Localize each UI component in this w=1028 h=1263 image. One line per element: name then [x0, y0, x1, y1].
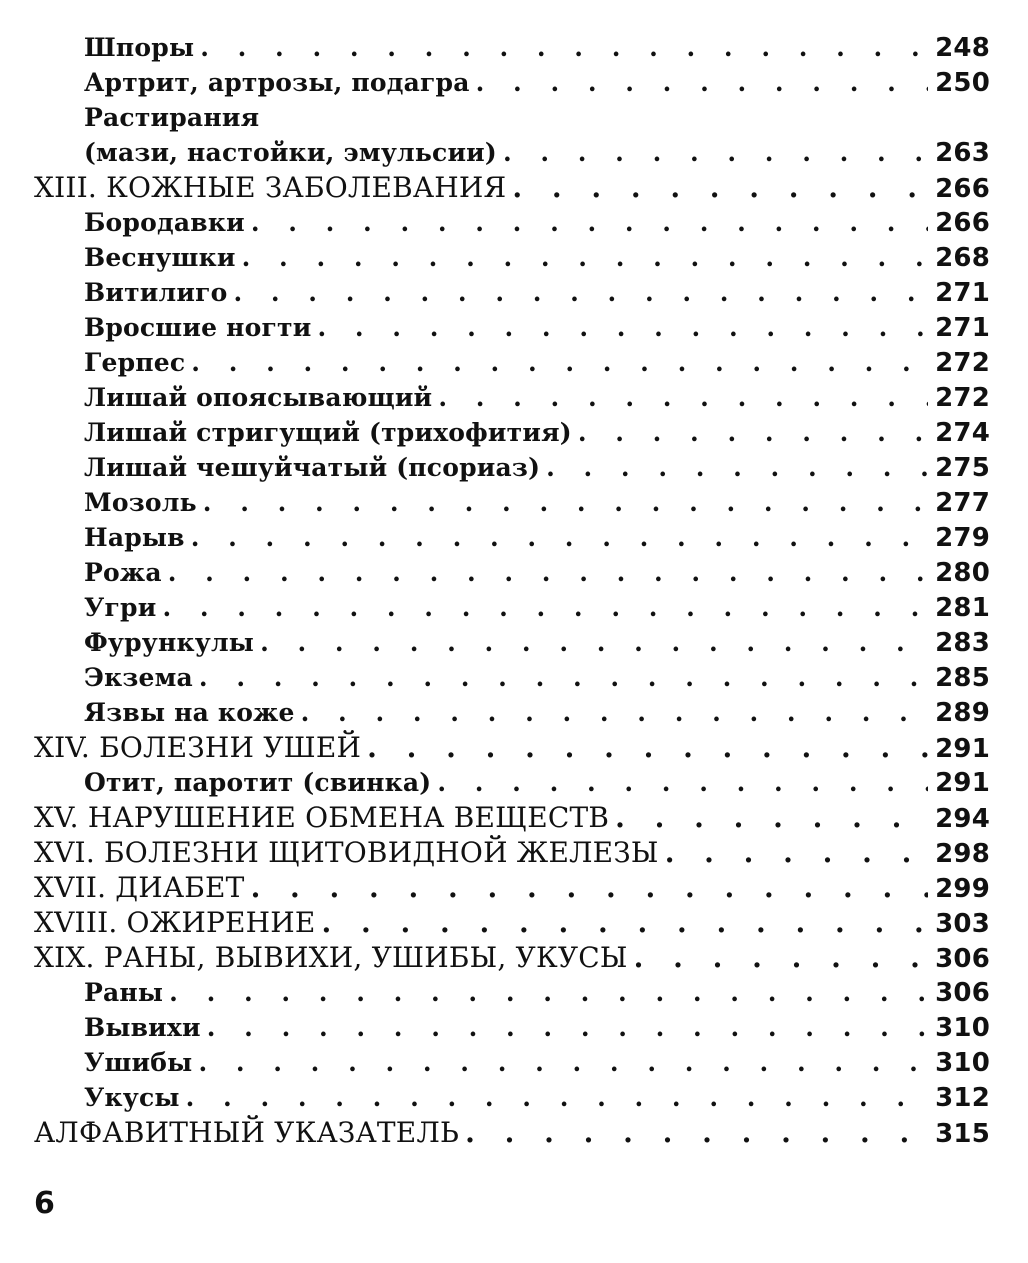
toc-section[interactable] [34, 905, 990, 940]
toc-entry[interactable] [34, 65, 990, 100]
toc-section[interactable] [34, 1115, 990, 1150]
toc-entry-title: Шпоры [84, 33, 195, 62]
toc-entry[interactable] [34, 975, 990, 1010]
dot-leader [322, 905, 928, 940]
toc-entry-page: 291 [935, 734, 990, 764]
toc-entry[interactable] [34, 555, 990, 590]
toc-entry-page: 315 [935, 1119, 990, 1149]
dot-leader [578, 415, 928, 450]
dot-leader [199, 660, 928, 695]
toc-entry-page: 289 [935, 698, 990, 728]
toc-entry[interactable] [34, 1010, 990, 1045]
dot-leader [168, 555, 928, 590]
toc-entry-page: 294 [935, 804, 990, 834]
dot-leader [207, 1010, 928, 1045]
toc-entry-page: 310 [935, 1013, 990, 1043]
dot-leader [242, 240, 928, 275]
dot-leader [200, 30, 928, 65]
toc-entry-title: Раны [84, 978, 164, 1007]
toc-entry-page: 277 [935, 488, 990, 518]
toc-entry-page: 285 [935, 663, 990, 693]
toc-entry-title: Язвы на коже [84, 698, 295, 727]
dot-leader [191, 345, 928, 380]
dot-leader [186, 1080, 928, 1115]
toc-entry[interactable] [34, 695, 990, 730]
toc-entry-page: 271 [935, 278, 990, 308]
toc-entry-title: Артрит, артрозы, подагра [84, 68, 470, 97]
toc-entry[interactable] [34, 380, 990, 415]
table-of-contents [34, 30, 990, 1150]
dot-leader [367, 730, 928, 765]
toc-entry[interactable] [34, 415, 990, 450]
toc-section[interactable] [34, 170, 990, 205]
toc-entry-title: Мозоль [84, 488, 197, 517]
toc-entry-title: Вывихи [84, 1013, 201, 1042]
dot-leader [251, 870, 928, 905]
toc-entry-title: Фурункулы [84, 628, 255, 657]
toc-entry-title: Герпес [84, 348, 186, 377]
toc-entry-title: Растирания [84, 103, 260, 132]
toc-entry-page: 279 [935, 523, 990, 553]
toc-entry-page: 248 [935, 33, 990, 63]
toc-entry[interactable] [34, 625, 990, 660]
dot-leader [615, 800, 928, 835]
toc-entry-page: 263 [935, 138, 990, 168]
toc-section-title: XVII. ДИАБЕТ [34, 871, 245, 904]
toc-entry-title: Угри [84, 593, 157, 622]
toc-entry-page: 299 [935, 874, 990, 904]
toc-entry[interactable] [34, 30, 990, 65]
toc-entry[interactable] [34, 450, 990, 485]
toc-section-title: АЛФАВИТНЫЙ УКАЗАТЕЛЬ [34, 1116, 460, 1149]
toc-section-title: XIV. БОЛЕЗНИ УШЕЙ [34, 731, 362, 764]
toc-section-title: XVIII. ОЖИРЕНИЕ [34, 906, 316, 939]
toc-entry[interactable] [34, 485, 990, 520]
toc-entry-title: Лишай опоясывающий [84, 383, 433, 412]
toc-entry-page: 298 [935, 839, 990, 869]
toc-entry[interactable] [34, 765, 990, 800]
dot-leader [233, 275, 928, 310]
toc-entry-page: 272 [935, 348, 990, 378]
toc-entry-title: Вросшие ногти [84, 313, 312, 342]
dot-leader [317, 310, 928, 345]
dot-leader [512, 170, 928, 205]
toc-entry-page: 283 [935, 628, 990, 658]
toc-entry[interactable] [34, 590, 990, 625]
toc-entry-page: 291 [935, 768, 990, 798]
dot-leader [251, 205, 928, 240]
toc-entry-page: 271 [935, 313, 990, 343]
toc-entry[interactable] [34, 1080, 990, 1115]
toc-entry-title: Веснушки [84, 243, 236, 272]
dot-leader [438, 380, 928, 415]
page-number: 6 [34, 1186, 55, 1221]
dot-leader [260, 625, 928, 660]
dot-leader [198, 1045, 928, 1080]
toc-entry-continued[interactable] [34, 100, 990, 135]
toc-section[interactable] [34, 870, 990, 905]
toc-section-title: XIII. КОЖНЫЕ ЗАБОЛЕВАНИЯ [34, 171, 507, 204]
toc-entry-title: Экзема [84, 663, 193, 692]
toc-section-title: XIX. РАНЫ, ВЫВИХИ, УШИБЫ, УКУСЫ [34, 941, 628, 974]
toc-entry-page: 281 [935, 593, 990, 623]
toc-entry[interactable] [34, 240, 990, 275]
toc-entry-title: Нарыв [84, 523, 185, 552]
toc-section-title: XV. НАРУШЕНИЕ ОБМЕНА ВЕЩЕСТВ [34, 801, 610, 834]
toc-entry-title: Витилиго [84, 278, 228, 307]
toc-entry-page: 275 [935, 453, 990, 483]
toc-entry[interactable] [34, 275, 990, 310]
dot-leader [546, 450, 928, 485]
dot-leader [169, 975, 928, 1010]
toc-entry-page: 268 [935, 243, 990, 273]
toc-section-title: XVI. БОЛЕЗНИ ЩИТОВИДНОЙ ЖЕЛЕЗЫ [34, 836, 659, 869]
toc-section[interactable] [34, 940, 990, 975]
toc-entry-title: Ушибы [84, 1048, 193, 1077]
toc-entry-title: Рожа [84, 558, 162, 587]
toc-entry[interactable] [34, 345, 990, 380]
dot-leader [203, 485, 928, 520]
dot-leader [191, 520, 928, 555]
toc-section[interactable] [34, 835, 990, 870]
toc-entry[interactable] [34, 1045, 990, 1080]
dot-leader [465, 1115, 928, 1150]
toc-entry-page: 280 [935, 558, 990, 588]
toc-entry-page: 272 [935, 383, 990, 413]
toc-entry-page: 306 [935, 978, 990, 1008]
toc-section[interactable] [34, 800, 990, 835]
toc-entry-page: 266 [935, 174, 990, 204]
toc-entry-title: Бородавки [84, 208, 245, 237]
toc-entry[interactable] [34, 520, 990, 555]
toc-entry-page: 250 [935, 68, 990, 98]
toc-entry-page: 303 [935, 909, 990, 939]
toc-entry[interactable] [34, 205, 990, 240]
toc-section[interactable] [34, 730, 990, 765]
dot-leader [162, 590, 928, 625]
dot-leader [301, 695, 928, 730]
toc-entry[interactable] [34, 660, 990, 695]
toc-entry-title: (мази, настойки, эмульсии) [84, 138, 497, 167]
toc-entry-page: 266 [935, 208, 990, 238]
toc-entry-title: Лишай чешуйчатый (псориаз) [84, 453, 541, 482]
dot-leader [665, 835, 928, 870]
toc-entry-page: 274 [935, 418, 990, 448]
dot-leader [437, 765, 928, 800]
toc-entry-title: Укусы [84, 1083, 180, 1112]
toc-entry-page: 312 [935, 1083, 990, 1113]
toc-entry-title: Отит, паротит (свинка) [84, 768, 432, 797]
dot-leader [476, 65, 928, 100]
toc-entry[interactable] [34, 135, 990, 170]
dot-leader [634, 940, 928, 975]
toc-entry[interactable] [34, 310, 990, 345]
dot-leader [503, 135, 928, 170]
toc-entry-title: Лишай стригущий (трихофития) [84, 418, 572, 447]
toc-entry-page: 306 [935, 944, 990, 974]
toc-entry-page: 310 [935, 1048, 990, 1078]
